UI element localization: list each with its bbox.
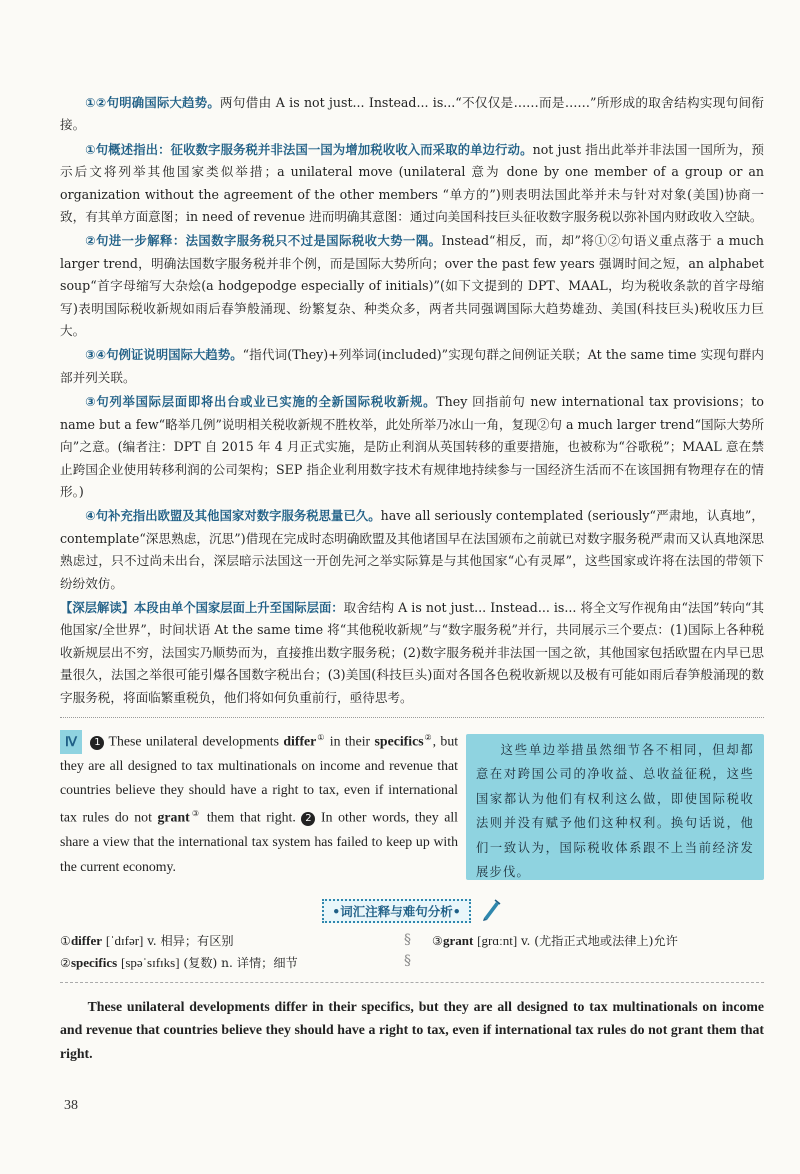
vocab-word: differ	[70, 932, 102, 948]
analysis-text: have all seriously contemplated (seriously“严肃地，认真地”，contemplate“深思熟虑，沉思”)借现在完成时态明确欧盟及其他诸国早在法国颁布之前就已对数字服务税严肃而又认真地深思熟虑过，只不过尚未出台，深层暗示法国这一开创先河之举实际算是与其他国家“心有灵犀”，这些国家或许将在法国的带领下纷纷效仿。	[60, 508, 764, 591]
analysis-lead: ③④句例证说明国际大趋势。	[85, 348, 243, 363]
deep-reading-para	[60, 597, 764, 709]
analysis-para-1	[60, 92, 764, 137]
passage-text	[60, 726, 458, 879]
difficult-sentence: These unilateral developments differ in their specifics, but they are all designed to tax multinationals on income and revenue that countries believe they should have a right to tax, even if international tax rules do not grant them that right.	[60, 998, 764, 1061]
sentence-text: them that right.	[206, 810, 296, 826]
analysis-lead: ①②句明确国际大趋势。	[85, 96, 220, 110]
divider	[60, 717, 764, 718]
analysis-para-3	[60, 230, 764, 342]
vocab-phonetic: [grɑːnt]	[477, 932, 518, 948]
sentence-text: In other words, they all share a view that the international tax system has failed to keep up with the current economy.	[60, 810, 459, 874]
vocab-column-right	[432, 930, 764, 952]
vocab-column-left	[60, 930, 400, 974]
sentence-number-1: 1	[90, 736, 104, 750]
vocab-meaning: (尤指正式地或法律上)允许	[534, 933, 678, 948]
wavy-divider: § §	[404, 931, 411, 969]
vocab-num: ①	[60, 933, 71, 948]
page-number: 38	[64, 1098, 78, 1113]
vocab-phonetic: [ˈdɪfər]	[105, 932, 144, 948]
analysis-para-6	[60, 505, 764, 595]
page-content	[60, 92, 764, 1065]
deep-reading-text: 取舍结构 A is not just... Instead... is... 将全文写作视角由“法国”转向“其他国家/全世界”，时间状语 At the same time 将“其他税收新规”与“数字服务税”并行，共同展示三个要点：(1)国际上各种税收新规层出不穷，法国实乃顺势而为，直接推出数字服务税；(2)数字服务税并非法国一国之欲，其他国家包括欧盟在内早已思量很久，法国之举很可能引爆各国数字税出台；(3)美国(科技巨头)面对各国各色税收新规以及极有可能如雨后春笋般涌现的数字服务税，将面临繁重税负，他们将如何负重前行，亟待思考。	[60, 599, 764, 705]
sentence-number-2: 2	[301, 812, 315, 826]
analysis-lead: ③句列举国际层面即将出台或业已实施的全新国际税收新规。	[85, 395, 437, 410]
vocab-word: specifics	[70, 954, 118, 970]
analysis-text: They 回指前句 new international tax provisions；to name but a few“略举几例”说明相关税收新规不胜枚举，此处所举乃冰山一角，复现②句 a much larger trend“国际大势所向”之意。(编者注：DPT 自 2015 年 4 月正式实施，是防止利润从英国转移的重要措施，也被称为“谷歌税”；MAAL 意在禁止跨国企业使用转移利润的公司架构；SEP 指企业利用数字技术有规律地持续参与一国经济生活而不在该国拥有物理存在的情形。)	[60, 394, 764, 499]
vocab-pos: v.	[521, 933, 531, 948]
sentence-text: , but they are all designed to tax multinationals on income and revenue that countries believe they should have a right to tax, even if international tax rules do not	[60, 733, 459, 826]
footnote-marker: ②	[423, 732, 433, 742]
vocab-word: grant	[442, 932, 474, 948]
analysis-lead: ②句进一步解释：法国数字服务税只不过是国际税收大势一隅。	[85, 234, 442, 249]
analysis-para-4	[60, 344, 764, 389]
passage-section-iv	[60, 724, 764, 882]
vocab-num: ②	[60, 955, 71, 970]
analysis-text: 两句借由 A is not just... Instead... is...“不仅仅是……而是……”所形成的取舍结构实现句间衔接。	[60, 95, 764, 133]
vocab-meaning: 详情；细节	[236, 955, 298, 970]
vocab-item	[432, 930, 764, 952]
translation-box: 这些单边举措虽然细节各不相同，但却都意在对跨国公司的净收益、总收益征税，这些国家都认为他们有权利这么做，即使国际税收法则并没有赋予他们这种权利。换句话说，他们一致认为，国际税收体系跟不上当前经济发展步伐。	[466, 734, 764, 880]
vocab-pos: (复数) n.	[183, 955, 233, 970]
footnote-marker: ①	[316, 732, 326, 742]
vocab-list	[60, 930, 764, 974]
vocab-title: •词汇注释与难句分析•	[322, 899, 470, 923]
analysis-para-5	[60, 391, 764, 503]
analysis-para-2	[60, 139, 764, 229]
vocab-header	[60, 898, 764, 926]
vocab-phonetic: [spəˈsɪfɪks]	[121, 954, 180, 970]
divider	[60, 982, 764, 983]
vocab-item	[60, 952, 400, 974]
deep-reading-lead: 【深层解读】本段由单个国家层面上升至国际层面：	[60, 600, 344, 615]
vocab-pos: v.	[147, 933, 157, 948]
analysis-text: Instead“相反，而，却”将①②句语义重点落于 a much larger trend，明确法国数字服务税并非个例，而是国际大势所向；over the past few years 强调时间之短，an alphabet soup“首字母缩写大杂烩(a hodgepodge especially of initials)”(如下文提到的 DPT、MAAL，均为税收条款的首字母缩写)表明国际税收新规如雨后春笋般涌现、纷繁复杂、种类众多，两者共同强调国际大趋势雄劲、美国(科技巨头)税收压力巨大。	[60, 233, 764, 339]
analysis-lead: ①句概述指出：征收数字服务税并非法国一国为增加税收收入而采取的单边行动。	[85, 142, 533, 157]
analysis-lead: ④句补充指出欧盟及其他国家对数字服务税思量已久。	[85, 509, 381, 524]
vocab-word: grant	[157, 810, 190, 826]
section-marker: Ⅳ	[60, 730, 82, 754]
vocab-word: specifics	[374, 733, 424, 749]
sentence-text: These unilateral developments	[108, 733, 279, 749]
vocab-item	[60, 930, 400, 952]
analysis-text: “指代词(They)+列举词(included)”实现句群之间例证关联；At the same time 实现句群内部并列关联。	[60, 347, 764, 385]
vocab-num: ③	[432, 933, 443, 948]
pen-icon	[480, 898, 502, 926]
sentence-text: in their	[329, 733, 371, 749]
vocab-word: differ	[283, 733, 317, 749]
analysis-text: not just 指出此举并非法国一国所为，预示后文将列举其他国家类似举措；a unilateral move (unilateral 意为 done by one member of a group or an organization without the agreement of the other members “单方的”)则表明法国此举并未与针对对象(美国)协商一致，有其单方面意图；in need of revenue 进而明确其意图：通过向美国科技巨头征收数字服务税以弥补国内财政收入空缺。	[60, 141, 764, 225]
vocab-meaning: 相异；有区别	[160, 933, 234, 948]
footnote-marker: ③	[189, 809, 202, 819]
